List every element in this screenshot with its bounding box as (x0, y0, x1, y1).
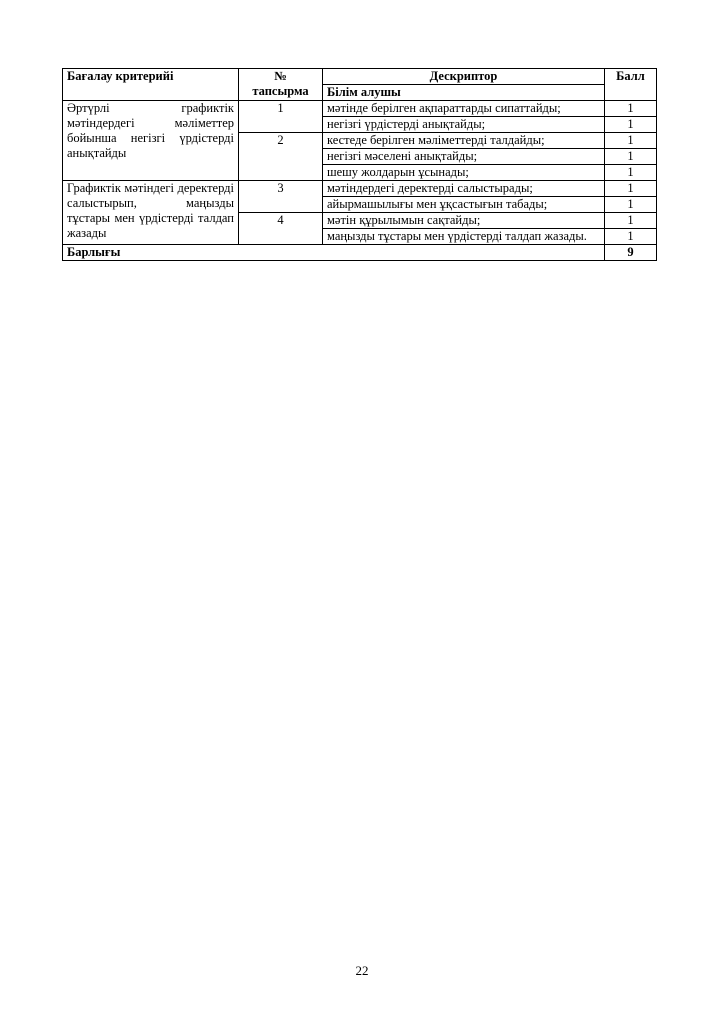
assessment-rubric-table (62, 68, 657, 261)
descriptor-cell: негізгі үрдістерді анықтайды; (323, 117, 605, 133)
task-number-cell: 2 (239, 133, 323, 181)
descriptor-cell: маңызды тұстары мен үрдістерді талдап жазады. (323, 229, 605, 245)
criterion-cell: Әртүрлі графиктік мәтіндердегі мәліметтер бойынша негізгі үрдістерді анықтайды (63, 101, 239, 181)
total-label: Барлығы (63, 245, 605, 261)
criterion-cell: Графиктік мәтіндегі деректерді салыстырып, маңызды тұстары мен үрдістерді талдап жазады (63, 181, 239, 245)
page-number: 22 (355, 963, 369, 978)
table-row (63, 101, 657, 117)
score-cell: 1 (605, 117, 657, 133)
descriptor-cell: мәтін құрылымын сақтайды; (323, 213, 605, 229)
score-cell: 1 (605, 197, 657, 213)
descriptor-cell: айырмашылығы мен ұқсастығын табады; (323, 197, 605, 213)
task-number-cell: 4 (239, 213, 323, 245)
header-task-number (239, 69, 323, 101)
descriptor-cell: шешу жолдарын ұсынады; (323, 165, 605, 181)
score-cell: 1 (605, 229, 657, 245)
header-learner: Білім алушы (323, 85, 605, 101)
header-task-number-line2: тапсырма (252, 84, 309, 98)
header-task-number-line1: № (274, 69, 287, 83)
header-row (63, 69, 657, 85)
task-number-cell: 1 (239, 101, 323, 133)
total-value: 9 (605, 245, 657, 261)
descriptor-cell: мәтіндердегі деректерді салыстырады; (323, 181, 605, 197)
header-descriptor: Дескриптор (323, 69, 605, 85)
score-cell: 1 (605, 181, 657, 197)
task-number-cell: 3 (239, 181, 323, 213)
header-criteria: Бағалау критерийі (63, 69, 239, 101)
score-cell: 1 (605, 165, 657, 181)
header-score: Балл (605, 69, 657, 101)
score-cell: 1 (605, 149, 657, 165)
total-row (63, 245, 657, 261)
descriptor-cell: кестеде берілген мәліметтерді талдайды; (323, 133, 605, 149)
descriptor-cell: мәтінде берілген ақпараттарды сипаттайды; (323, 101, 605, 117)
descriptor-cell: негізгі мәселені анықтайды; (323, 149, 605, 165)
score-cell: 1 (605, 213, 657, 229)
score-cell: 1 (605, 101, 657, 117)
table-row (63, 181, 657, 197)
score-cell: 1 (605, 133, 657, 149)
